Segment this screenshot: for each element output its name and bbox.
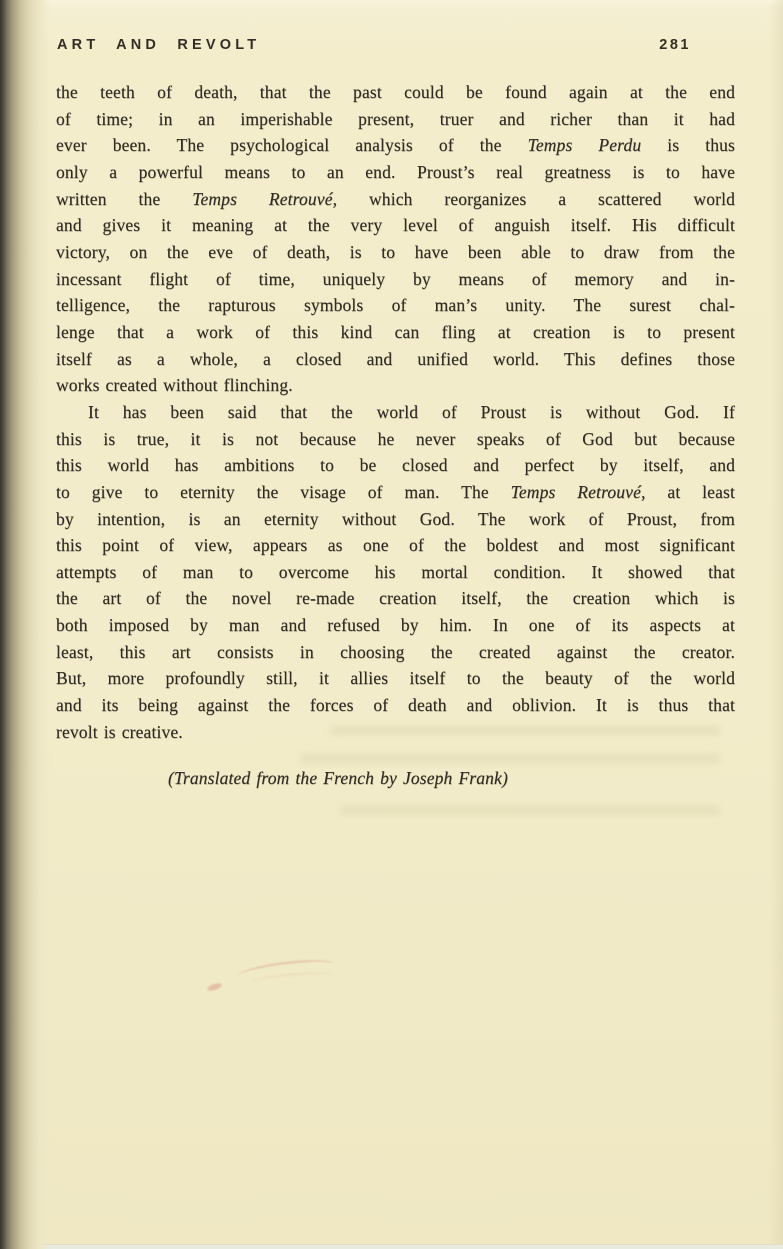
text-line	[56, 79, 735, 106]
text-run: lenge that a work of this kind can fling at creation is to present	[56, 321, 735, 342]
text-run: ever been. The psychological analysis of the	[56, 135, 528, 156]
text-run: to give to eternity the visage of man. The	[56, 481, 511, 502]
text-run: attempts of man to overcome his mortal condition. It showed that	[56, 561, 735, 582]
text-line	[56, 186, 735, 213]
text-line	[56, 479, 735, 506]
paragraph	[56, 399, 735, 746]
text-line	[56, 159, 735, 186]
pencil-smudge-mark	[237, 956, 334, 984]
text-line	[56, 132, 735, 159]
running-head-title: ART AND REVOLT	[57, 37, 261, 53]
text-run: Temps Perdu	[527, 135, 642, 156]
text-line	[56, 692, 735, 719]
text-line	[56, 212, 735, 239]
text-line	[56, 399, 735, 426]
text-line	[56, 426, 735, 453]
text-line	[56, 106, 735, 133]
text-line	[56, 612, 735, 639]
text-run: least, this art consists in choosing the created against the creator.	[56, 641, 735, 662]
text-run: the teeth of death, that the past could be found again at the end	[56, 82, 735, 102]
text-run: this world has ambitions to be closed and perfect by itself, and	[56, 455, 735, 476]
text-run: itself as a whole, a closed and unified world. This defines those	[56, 348, 735, 369]
text-run: of time; in an imperishable present, truer and richer than it had	[56, 108, 735, 129]
text-line	[56, 585, 735, 612]
text-run: and gives it meaning at the very level of anguish itself. His difficult	[56, 215, 735, 236]
pencil-smudge-mark	[252, 971, 332, 987]
text-run: But, more profoundly still, it allies itself to the beauty of the world	[56, 668, 735, 689]
text-line	[56, 665, 735, 692]
text-line	[56, 719, 735, 746]
text-line	[56, 319, 735, 346]
text-run: and its being against the forces of death and oblivion. It is thus that	[56, 695, 735, 716]
text-run: Temps Retrouvé,	[510, 481, 646, 502]
text-run: by intention, is an eternity without God. The work of Proust, from	[56, 508, 735, 529]
text-run: revolt is creative.	[56, 721, 183, 742]
page-top-edge	[0, 0, 783, 7]
text-run: is thus	[641, 135, 735, 156]
text-line	[56, 506, 735, 533]
text-run: victory, on the eve of death, is to have been able to draw from the	[56, 241, 735, 262]
text-line	[56, 639, 735, 666]
running-head	[57, 37, 691, 53]
text-line	[168, 765, 735, 792]
body-text	[56, 79, 735, 792]
page-right-edge	[769, 0, 783, 1249]
text-line	[56, 346, 735, 373]
page-bottom-edge	[0, 1244, 783, 1249]
text-run: only a powerful means to an end. Proust’s real greatness is to have	[56, 161, 735, 182]
text-run: Temps Retrouvé,	[192, 188, 338, 209]
text-line	[56, 452, 735, 479]
text-run: It has been said that the world of Proust is without God. If	[88, 401, 735, 422]
text-line	[56, 292, 735, 319]
text-run: written the	[56, 188, 193, 209]
translator-note	[56, 765, 735, 792]
text-run: incessant flight of time, uniquely by means of memory and in-	[56, 268, 735, 289]
text-line	[56, 239, 735, 266]
text-run: this is true, it is not because he never speaks of God but because	[56, 428, 735, 449]
page-binding-shadow	[0, 0, 50, 1249]
paragraph	[56, 79, 735, 399]
text-run: at least	[645, 481, 735, 502]
text-line	[56, 266, 735, 293]
page-number: 281	[659, 37, 691, 53]
text-run: (Translated from the French by Joseph Frank)	[168, 768, 508, 789]
show-through-ghost-text	[340, 806, 720, 815]
text-run: both imposed by man and refused by him. In one of its aspects at	[56, 615, 735, 636]
text-line	[56, 532, 735, 559]
text-line	[56, 372, 735, 399]
text-run: works created without flinching.	[56, 375, 293, 396]
text-run: this point of view, appears as one of the boldest and most significant	[56, 535, 735, 556]
text-line	[56, 559, 735, 586]
text-run: the art of the novel re-made creation itself, the creation which is	[56, 588, 735, 609]
text-run: telligence, the rapturous symbols of man’s unity. The surest chal-	[56, 295, 735, 316]
text-run: which reorganizes a scattered world	[337, 188, 735, 209]
pencil-smudge-dot	[206, 982, 222, 992]
